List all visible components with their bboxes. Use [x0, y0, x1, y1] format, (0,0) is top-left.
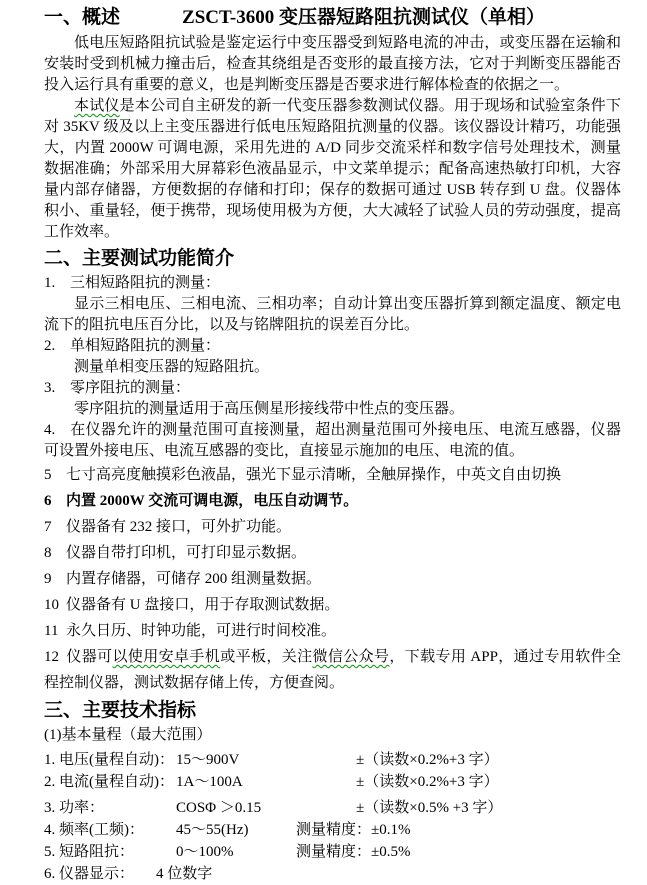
spec-row-power [44, 797, 621, 819]
spec-accuracy: ±（读数×0.2%+3 字） [356, 752, 499, 768]
feature-item-8: 8 仪器自带打印机，可打印显示数据。 [44, 540, 621, 566]
spec-value: 1A～100A [176, 774, 243, 790]
function-item-1-body: 显示三相电压、三相电流、三相功率；自动计算出变压器折算到额定温度、额定电流下的阻抗电压百分比，以及与铭牌阻抗的误差百分比。 [44, 296, 621, 333]
feature-item-6-number: 6 [44, 493, 52, 509]
function-item-1-number: 1. [44, 275, 56, 291]
spec-label: 5. 短路阻抗： [44, 844, 135, 860]
feature-item-9: 9 内置存储器，可储存 200 组测量数据。 [44, 566, 621, 592]
spec-label: 1. 电压(量程自动)： [44, 752, 174, 768]
spec-value: COSΦ ＞0.15 [176, 800, 262, 816]
specs-table [44, 749, 621, 885]
spec-value: 4 位数字 [156, 866, 213, 882]
spec-row-current [44, 771, 621, 793]
spellcheck-underline: 微信公众号 [312, 649, 390, 665]
function-item-2-number: 2. [44, 338, 56, 354]
function-item-1-title: 1. 三相短路阻抗的测量： [44, 273, 621, 294]
spec-accuracy: ±（读数×0.5% +3 字） [356, 800, 503, 816]
feature-item-9-number: 9 [44, 571, 52, 587]
feature-item-5-number: 5 [44, 467, 52, 483]
feature-item-6: 6 内置 2000W 交流可调电源，电压自动调节。 [44, 488, 621, 514]
feature-item-11: 11 永久日历、时钟功能，可进行时间校准。 [44, 618, 621, 644]
function-item-3-title: 3. 零序阻抗的测量： [44, 378, 621, 399]
feature-item-10-number: 10 [44, 597, 59, 613]
feature-item-10: 10 仪器备有 U 盘接口，用于存取测试数据。 [44, 592, 621, 618]
function-item-2-title: 2. 单相短路阻抗的测量： [44, 336, 621, 357]
spec-row-voltage [44, 749, 621, 771]
spec-label: 6. 仪器显示： [44, 866, 135, 882]
spellcheck-underline: 以使用安卓手机 [112, 649, 221, 665]
function-item-3-body: 零序阻抗的测量适用于高压侧星形接线带中性点的变压器。 [74, 401, 465, 417]
spec-value: 45～55(Hz) [176, 822, 249, 838]
spec-label: 2. 电流(量程自动)： [44, 774, 174, 790]
spec-row-display [44, 863, 621, 885]
specs-subtitle: (1)基本量程（最大范围） [44, 727, 212, 743]
feature-item-8-number: 8 [44, 545, 52, 561]
function-item-3-number: 3. [44, 380, 56, 396]
feature-item-11-number: 11 [44, 623, 59, 639]
section1-heading-number: 一、概述 [44, 7, 121, 28]
function-item-4-number: 4. [44, 422, 56, 438]
overview-paragraph-1: 低电压短路阻抗试验是鉴定运行中变压器受到短路电流的冲击，或变压器在运输和安装时受到机械力撞击后，检查其绕组是否变形的最直接方法，它对于判断变压器能否投入运行具有重要的意义，也是判断变压器是否要求进行解体检查的依据之一。 [44, 35, 621, 93]
feature-item-12-number: 12 [44, 649, 59, 665]
spec-accuracy: 测量精度：±0.5% [296, 844, 411, 860]
spec-row-frequency [44, 819, 621, 841]
function-item-2-body: 测量单相变压器的短路阻抗。 [74, 359, 270, 375]
section1-heading [44, 6, 621, 30]
spec-value: 0～100% [176, 844, 234, 860]
spellcheck-underline: 本试仪 [74, 98, 120, 114]
feature-item-7-number: 7 [44, 519, 52, 535]
spec-accuracy: ±（读数×0.2%+3 字） [356, 774, 499, 790]
feature-item-12: 12 仪器可以使用安卓手机或平板，关注微信公众号，下载专用 APP，通过专用软件全程控制仪器，测试数据存储上传，方便查阅。 [44, 644, 621, 696]
feature-item-5: 5 七寸高亮度触摸彩色液晶，强光下显示清晰，全触屏操作，中英文自由切换 [44, 462, 621, 488]
spec-row-impedance [44, 841, 621, 863]
document-title: ZSCT-3600 变压器短路阻抗测试仪（单相） [182, 7, 545, 28]
function-item-4: 4. 在仪器允许的测量范围可直接测量，超出测量范围可外接电压、电流互感器，仪器可设置外接电压、电流互感器的变比，直接显示施加的电压、电流的值。 [44, 422, 621, 459]
spec-accuracy: 测量精度：±0.1% [296, 822, 411, 838]
spec-label: 4. 频率(工频)： [44, 822, 144, 838]
section3-heading: 三、主要技术指标 [44, 700, 197, 721]
spec-value: 15～900V [176, 752, 240, 768]
spec-label: 3. 功率： [44, 800, 105, 816]
feature-item-7: 7 仪器备有 232 接口，可外扩功能。 [44, 514, 621, 540]
overview-paragraph-2-text: 是本公司自主研发的新一代变压器参数测试仪器。用于现场和试验室条件下对 35KV 级及以上主变压器进行低电压短路阻抗测量的仪器。该仪器设计精巧，功能强大，内置 2000W 可调电源，采用先进的 A/D 同步交流采样和数字信号处理技术，测量数据准确；外部采用大屏幕彩色液晶显示，中文菜单提示；配备高速热敏打印机，大容量内部存储器，方便数据的存储和打印；保存的数据可通过 USB 转存到 U 盘。仪器体积小、重量轻，便于携带，现场使用极为方便，大大减轻了试验人员的劳动强度，提高工作效率。 [44, 98, 621, 240]
overview-paragraph-2 [44, 96, 621, 243]
section2-heading: 二、主要测试功能简介 [44, 248, 235, 269]
